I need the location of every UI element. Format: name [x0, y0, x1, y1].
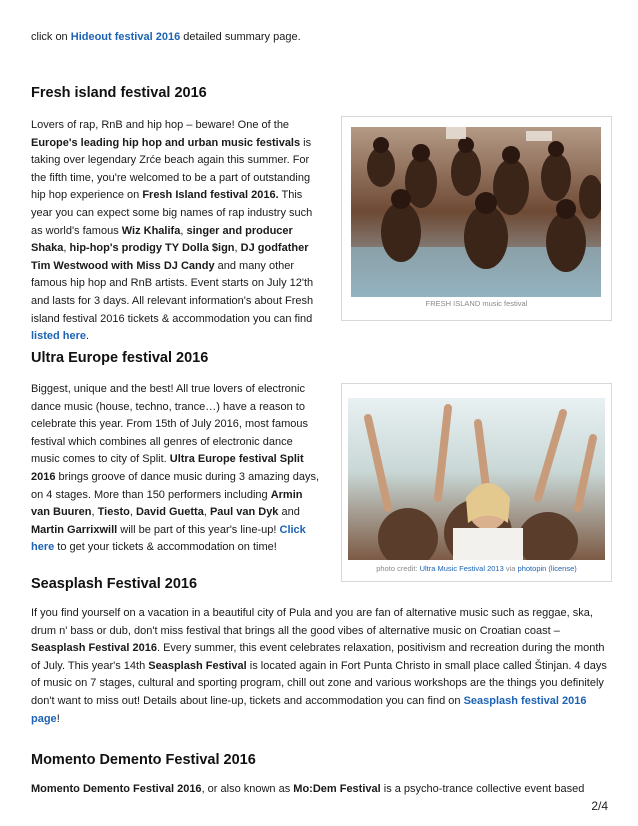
fresh-bold-4: singer and producer Shaka [31, 224, 293, 255]
ultra-bold-6: Martin Garrixwill [31, 523, 118, 536]
fresh-bold-1: Europe's leading hip hop and urban music festivals [31, 136, 301, 149]
ultra-europe-photo [348, 398, 605, 560]
click-here-link[interactable]: Click here [31, 523, 306, 554]
ultra-europe-figure [341, 383, 612, 582]
photopin-link[interactable]: photopin [517, 564, 547, 573]
ultra-bold-5: Paul van Dyk [209, 506, 279, 519]
momento-demento-paragraph [31, 781, 611, 799]
fresh-text-8: . [86, 330, 90, 343]
hideout-festival-link[interactable]: Hideout festival 2016 [70, 31, 181, 43]
momento-text-1: , or also known as [201, 783, 294, 795]
fresh-text-6: , [234, 242, 241, 255]
seasplash-text-2: . Every summer, this event celebrates relaxation, positivism and recreation during the month of July. This year's 14th [31, 642, 605, 672]
seasplash-text-3: is located again in Fort Punta Christo in small place called Štinjan. 4 days of music on 7 stages, cultural and sporting program, chill out zone and various workshops are the things you definitely don't want to miss out! Details about line-up, tickets and accommodation you can find on [31, 659, 607, 707]
ultra-europe-paragraph [31, 381, 321, 557]
seasplash-page-link[interactable]: Seasplash festival 2016 page [31, 694, 587, 725]
fresh-bold-6: DJ godfather Tim Westwood with Miss DJ Candy [31, 242, 309, 272]
listed-here-link[interactable]: listed here [31, 330, 87, 343]
fresh-text-3: This year you can expect some big names of rap industry such as world's famous [31, 189, 313, 237]
ultra-music-festival-link[interactable]: Ultra Music Festival 2013 [419, 564, 504, 573]
page-number: 2/4 [591, 799, 608, 814]
ultra-text-3: , [91, 506, 98, 519]
fresh-island-photo [351, 127, 601, 297]
caption-prefix: photo credit: [376, 564, 420, 573]
ultra-text-7: will be part of this year's line-up! [117, 523, 280, 536]
ultra-text-2: brings groove of dance music during 3 amazing days, on 4 stages. More than 150 performers including [31, 470, 320, 501]
fresh-text-4: , [180, 224, 187, 237]
seasplash-bold-2: Seasplash Festival [148, 659, 247, 672]
intro-suffix: detailed summary page. [180, 31, 301, 43]
seasplash-text-4: ! [56, 712, 60, 725]
fresh-island-paragraph [31, 117, 321, 346]
ultra-europe-heading: Ultra Europe festival 2016 [31, 350, 209, 366]
fresh-island-heading: Fresh island festival 2016 [31, 85, 207, 101]
ultra-bold-2: Armin van Buuren [31, 488, 303, 519]
momento-bold-1: Momento Demento Festival 2016 [31, 783, 202, 795]
momento-text-2: is a psycho-trance collective event based [380, 783, 585, 795]
license-link[interactable]: (license) [548, 564, 577, 573]
fresh-text-2: is taking over legendary Zrće beach again this summer. For the fifth time, you're welcomed to be a part of outstanding hip hop experience on [31, 136, 312, 202]
seasplash-text-1: If you find yourself on a vacation in a beautiful city of Pula and you are fan of alternative music such as reggae, ska, drum n' bass or dub, don't miss festival that brings all the good vibes of alternative music on Croatian coast – [31, 607, 593, 637]
seasplash-bold-1: Seasplash Festival 2016 [31, 642, 157, 655]
fresh-text-7: and many other famous hip hop and RnB artists. Event starts on July 12'th and lasts for 3 days. All relevant information's about Fresh island festival 2016 tickets & accommodation you can find [31, 259, 314, 325]
ultra-bold-4: David Guetta [135, 506, 204, 519]
fresh-bold-3: Wiz Khalifa [121, 224, 181, 237]
ultra-text-4: , [129, 506, 136, 519]
ultra-bold-1: Ultra Europe festival Split 2016 [31, 453, 304, 483]
fresh-bold-5: hip-hop's prodigy TY Dolla $ign [69, 242, 235, 255]
intro-text [31, 29, 611, 47]
fresh-text-1: Lovers of rap, RnB and hip hop – beware! One of the [31, 119, 290, 131]
ultra-text-5: , [203, 506, 210, 519]
ultra-text-1: Biggest, unique and the best! All true lovers of electronic dance music (house, techno, trance…) have a reason to celebrate this year. From 15th of July 2016, most famous festival which combines all genres of electronic dance music comes to city of Split. [31, 383, 308, 466]
fresh-island-figure [341, 116, 612, 321]
fresh-text-5: , [63, 242, 70, 255]
seasplash-heading: Seasplash Festival 2016 [31, 576, 198, 592]
momento-demento-heading: Momento Demento Festival 2016 [31, 752, 256, 768]
fresh-island-caption: FRESH ISLAND music festival [425, 299, 528, 308]
seasplash-paragraph [31, 605, 611, 728]
fresh-bold-2: Fresh Island festival 2016. [142, 189, 279, 202]
caption-via: via [503, 564, 518, 573]
ultra-bold-3: Tiesto [97, 506, 130, 519]
momento-bold-2: Mo:Dem Festival [293, 783, 381, 795]
intro-prefix: click on [31, 31, 71, 43]
ultra-text-8: to get your tickets & accommodation on time! [54, 541, 277, 554]
ultra-text-6: and [278, 506, 300, 519]
ultra-europe-caption [342, 564, 611, 574]
